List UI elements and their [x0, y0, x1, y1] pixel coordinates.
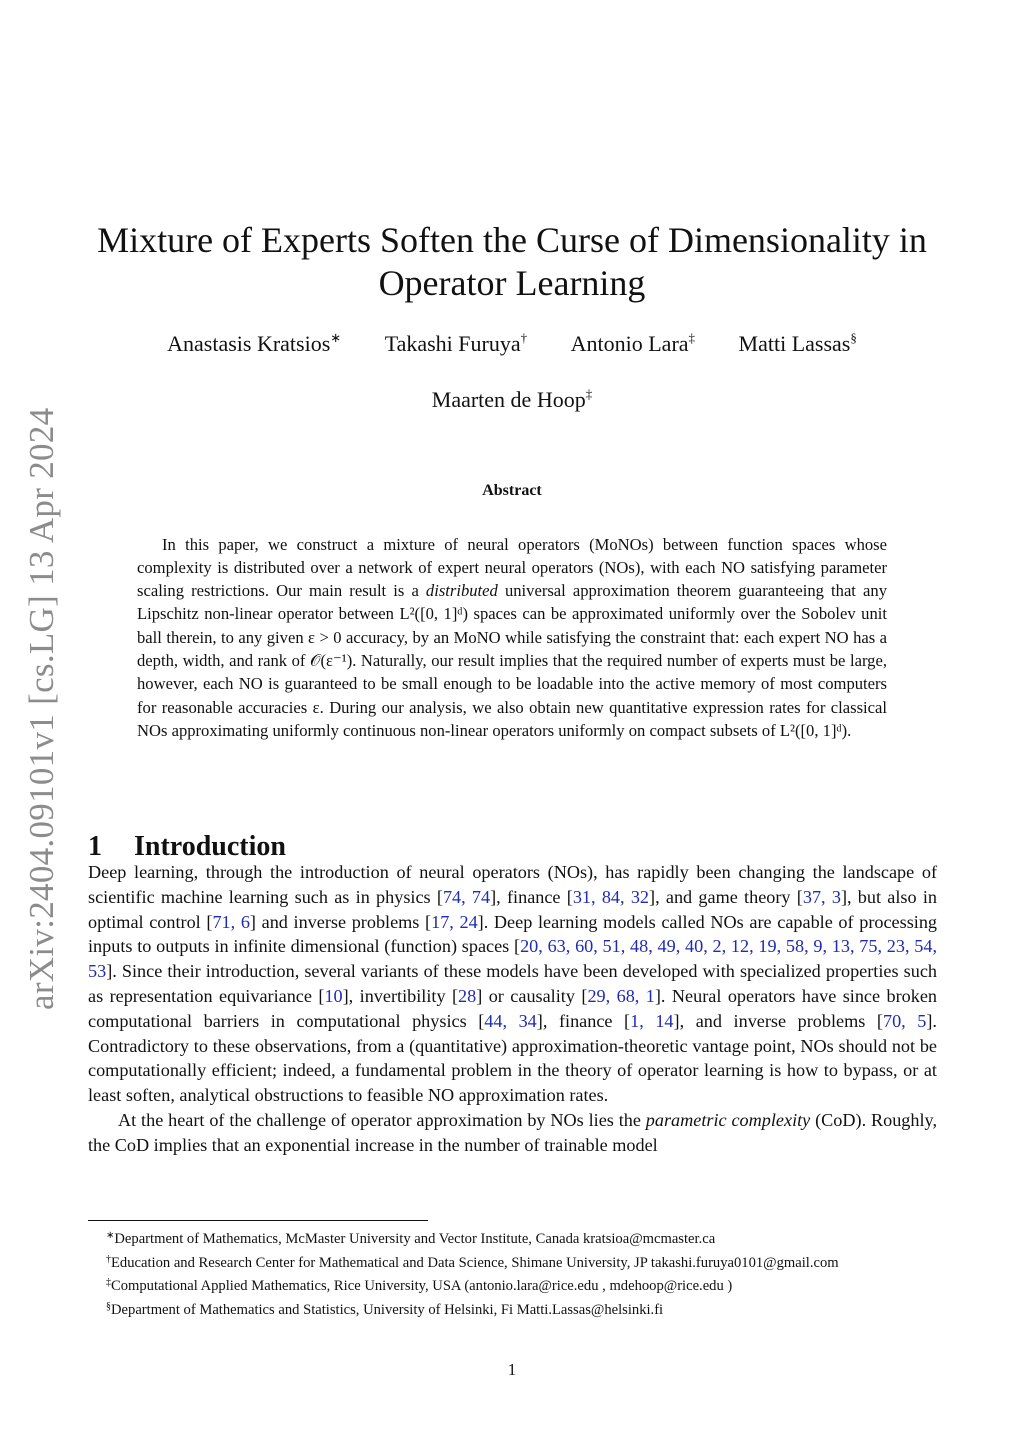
citation-link[interactable]: 74, 74: [442, 886, 491, 907]
introduction-body: [88, 860, 937, 1158]
citation-link[interactable]: 17, 24: [431, 911, 478, 932]
section-number: 1: [88, 831, 102, 863]
footnote-lassas: §Department of Mathematics and Statistics, University of Helsinki, Fi Matti.Lassas@helsinki.fi: [106, 1300, 664, 1318]
title-line-1: Mixture of Experts Soften the Curse of Dimensionality in: [97, 220, 927, 261]
footnote-rice: ‡Computational Applied Mathematics, Rice University, USA (antonio.lara@rice.edu , mdehoop@rice.edu ): [106, 1277, 733, 1294]
arxiv-identifier-stamp: arXiv:2404.09101v1 [cs.LG] 13 Apr 2024: [22, 407, 61, 1010]
citation-link[interactable]: 44, 34: [484, 1010, 537, 1031]
citation-link[interactable]: 71, 6: [212, 911, 250, 932]
paper-title: [80, 219, 944, 305]
footnote-rule: [88, 1220, 428, 1221]
section-title: Introduction: [134, 831, 286, 863]
author-lassas: Matti Lassas§: [738, 330, 857, 356]
title-line-2: Operator Learning: [378, 263, 646, 304]
author-list: [100, 324, 924, 414]
footnote-furuya: †Education and Research Center for Mathematical and Data Science, Shimane University, JP takashi.furuya0101@gmail.com: [106, 1253, 839, 1271]
intro-paragraph-2: At the heart of the challenge of operator approximation by NOs lies the parametric complexity (CoD). Roughly, the CoD implies that an exponential increase in the number of trainable model: [88, 1109, 938, 1155]
abstract-body: In this paper, we construct a mixture of neural operators (MoNOs) between function spaces whose complexity is distributed over a network of expert neural operators (NOs), with each NO satisfying parameter scaling restrictions. Our main result is a distributed universal approximation theorem guaranteeing that any Lipschitz non-linear operator between L²([0, 1]ᵈ) spaces can be approximated uniformly over the Sobolev unit ball therein, to any given ε > 0 accuracy, by an MoNO while satisfying the constraint that: each expert NO has a depth, width, and rank of 𝒪(ε⁻¹). Naturally, our result implies that the required number of experts must be large, however, each NO is guaranteed to be small enough to be loadable into the active memory of most computers for reasonable accuracies ε. During our analysis, we also obtain new quantitative expression rates for classical NOs approximating uniformly continuous non-linear operators uniformly on compact subsets of L²([0, 1]ᵈ).: [137, 534, 887, 740]
author-lara: Antonio Lara‡: [570, 330, 696, 356]
citation-link[interactable]: 70, 5: [882, 1010, 927, 1031]
citation-link[interactable]: 10: [324, 985, 343, 1006]
citation-link[interactable]: 28: [458, 985, 477, 1006]
footnotes: [88, 1226, 937, 1320]
intro-paragraph-1: Deep learning, through the introduction of neural operators (NOs), has rapidly been changing the landscape of scientific machine learning such as in physics [74, 74], finance [31, 84, 32], and game theory [37, 3], but also in optimal control [71, 6] and inverse problems [17, 24]. Deep learning models called NOs are capable of processing inputs to outputs in infinite dimensional (function) spaces [20, 63, 60, 51, 48, 49, 40, 2, 12, 19, 58, 9, 13, 75, 23, 54, 53]. Since their introduction, several variants of these models have been developed with specialized properties such as representation equivariance [10], invertibility [28] or causality [29, 68, 1]. Neural operators have since broken computational barriers in computational physics [44, 34], finance [1, 14], and inverse problems [70, 5]. Contradictory to these observations, from a (quantitative) approximation-theoretic vantage point, NOs should not be computationally efficient; indeed, a fundamental problem in the theory of operator learning is how to bypass, or at least soften, analytical obstructions to feasible NO approximation rates.: [88, 862, 938, 1106]
footnote-kratsios: ∗Department of Mathematics, McMaster University and Vector Institute, Canada kratsioa@mcmaster.ca: [106, 1230, 716, 1247]
abstract-heading: Abstract: [482, 482, 542, 499]
citation-link[interactable]: 29, 68, 1: [587, 985, 655, 1006]
citation-link[interactable]: 31, 84, 32: [572, 886, 650, 907]
section-heading-introduction: [88, 831, 286, 863]
author-kratsios: Anastasis Kratsios∗: [167, 330, 342, 356]
author-de-hoop: Maarten de Hoop‡: [431, 386, 593, 412]
citation-link[interactable]: 20, 63, 60, 51, 48, 49, 40, 2, 12, 19, 58, 9, 13, 75, 23, 54, 53: [88, 936, 938, 982]
page-number: 1: [507, 1360, 517, 1379]
citation-link[interactable]: 37, 3: [802, 886, 841, 907]
author-furuya: Takashi Furuya†: [384, 330, 528, 356]
citation-link[interactable]: 1, 14: [630, 1010, 674, 1031]
